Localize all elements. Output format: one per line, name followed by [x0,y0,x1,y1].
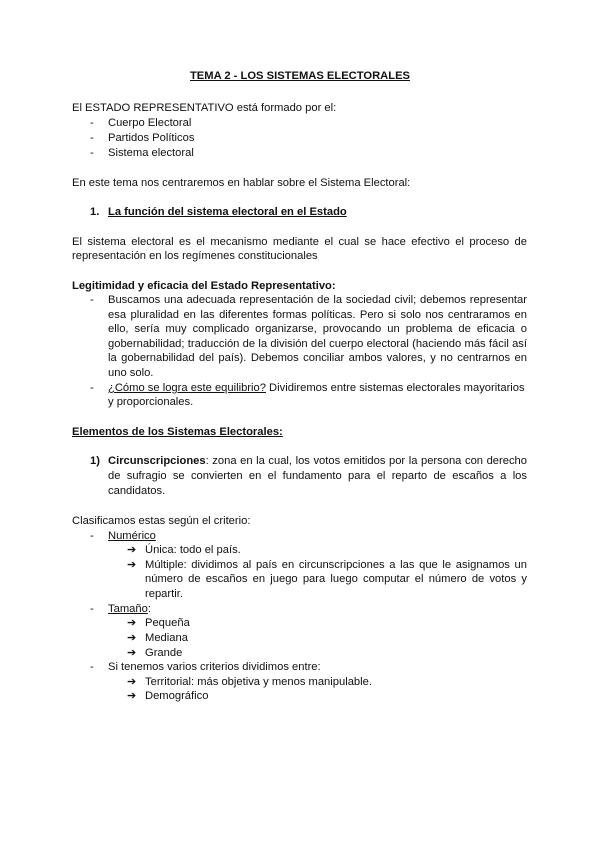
criterion-row [108,602,151,616]
list-dash: - [90,530,94,542]
section-number: 1. [90,206,100,218]
paragraph-line [108,454,527,468]
definition: : zona en la cual, los votos emitidos por la persona con derecho [205,455,527,467]
list-dash: - [90,382,94,394]
arrow-icon: ➔ [127,617,137,629]
criterion-label: Numérico [108,530,156,542]
arrow-icon: ➔ [127,559,137,571]
classify-text: Clasificamos estas según el criterio: [72,515,251,527]
sub-item: Única: todo el país. [145,544,241,556]
criterion-text: Si tenemos varios criterios dividimos entre: [108,661,321,673]
sub-item: Pequeña [145,617,190,629]
paragraph-line: Buscamos una adecuada representación de la sociedad civil; debemos representar [108,294,527,306]
arrow-icon: ➔ [127,676,137,688]
intro-item: Sistema electoral [108,147,194,159]
arrow-icon: ➔ [127,544,137,556]
paragraph-line [108,381,525,395]
section-heading: La función del sistema electoral en el Estado [108,206,347,218]
paragraph-line: y proporcionales. [108,396,194,408]
sub-item: Mediana [145,632,188,644]
paragraph-line: de sufragio se convierten en el fundamento para el reparto de escaños a los [108,470,527,482]
list-dash: - [90,294,94,306]
paragraph-line: esa pluralidad en las diferentes formas políticas. Pero si solo nos centraramos en [108,309,527,321]
criterion-label: Tamaño [108,603,148,615]
sub-item: repartir. [145,588,183,600]
paragraph-line: candidatos. [108,485,166,497]
criterion-colon: : [147,603,151,615]
focus-text: En este tema nos centraremos en hablar sobre el Sistema Electoral: [72,177,411,189]
subheading: Legitimidad y eficacia del Estado Representativo: [72,280,336,292]
arrow-icon: ➔ [127,647,137,659]
sub-item: Demográfico [145,690,209,702]
list-dash: - [90,132,94,144]
list-dash: - [90,117,94,129]
paragraph-line: El sistema electoral es el mecanismo mediante el cual se hace efectivo el proceso de [72,236,527,248]
item-number: 1) [90,455,100,467]
intro-item: Partidos Políticos [108,132,195,144]
intro-text: El ESTADO REPRESENTATIVO está formado por el: [72,102,337,114]
list-dash: - [90,661,94,673]
intro-item: Cuerpo Electoral [108,117,192,129]
list-dash: - [90,603,94,615]
question-text: ¿Cómo se logra este equilibrio? [108,382,266,394]
answer-text: Dividiremos entre sistemas electorales mayoritarios [265,382,525,394]
term: Circunscripciones [108,455,206,467]
paragraph-line: uno solo. [108,367,154,379]
paragraph-line: ello, sería muy complicado organizarse, provocando un problema de eficacia o [108,323,527,335]
paragraph-line: representación en los regímenes constitucionales [72,250,318,262]
paragraph-line: gobernabilidad; traducción de la división del cuerpo electoral (haciendo más fácil así [108,338,527,350]
paragraph-line: la gobernabilidad del país). Debemos conciliar ambos valores, y no centrarnos en [108,352,527,364]
sub-item: Múltiple: dividimos al país en circunscripciones a las que le asignamos un [145,559,527,571]
list-dash: - [90,147,94,159]
page-title: TEMA 2 - LOS SISTEMAS ELECTORALES [189,70,411,82]
arrow-icon: ➔ [127,690,137,702]
subheading: Elementos de los Sistemas Electorales: [72,426,283,438]
sub-item: Grande [145,647,183,659]
sub-item: Territorial: más objetiva y menos manipulable. [145,676,372,688]
sub-item: número de escaños en juego para luego computar el número de votos y [145,573,527,585]
arrow-icon: ➔ [127,632,137,644]
